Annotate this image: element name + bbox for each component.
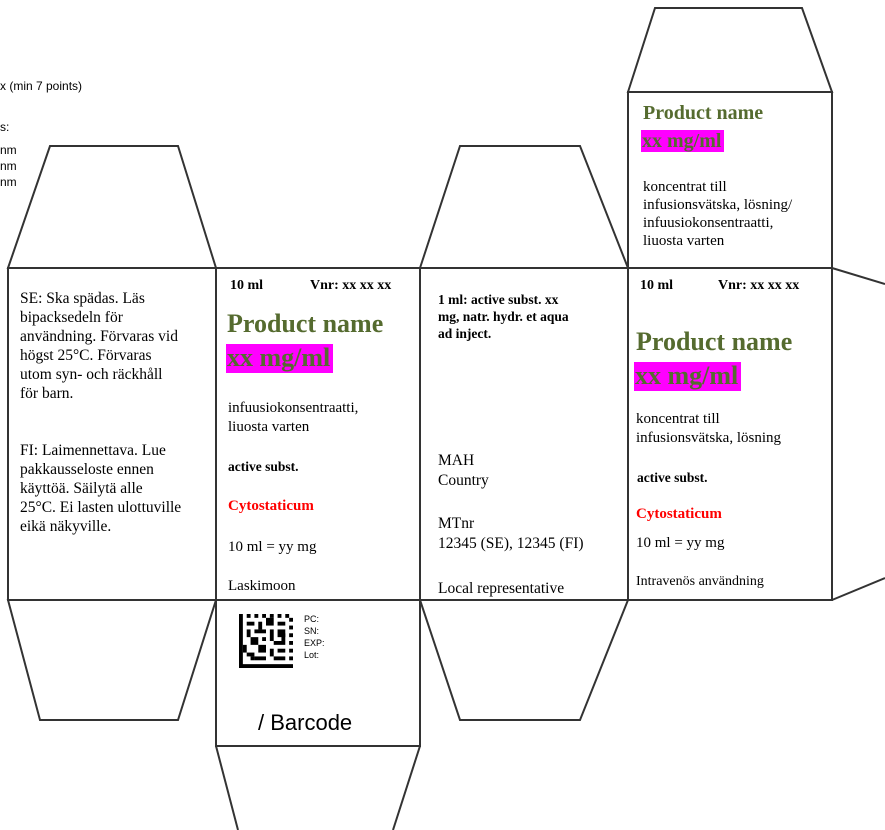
fi-route: Laskimoon bbox=[228, 578, 296, 594]
fi-vnr: Vnr: xx xx xx bbox=[310, 278, 392, 293]
se-cytostatic: Cytostaticum bbox=[636, 506, 722, 522]
fi-volume: 10 ml bbox=[230, 278, 264, 293]
spec-note-dimensions: s: bbox=[0, 120, 10, 134]
lot-label: Lot: bbox=[304, 650, 320, 660]
glue-flap bbox=[832, 268, 885, 284]
fi-form: infuusiokonsentraatti, liuosta varten bbox=[228, 400, 359, 435]
spec-note-dim-1: nm bbox=[0, 143, 17, 157]
barcode-label: / Barcode bbox=[258, 710, 353, 735]
se-strength: xx mg/ml bbox=[634, 362, 741, 391]
fi-strength: xx mg/ml bbox=[226, 344, 333, 373]
datamatrix-code bbox=[238, 614, 294, 668]
mtnr-label: MTnr bbox=[438, 515, 475, 532]
left-panel-se-text: SE: Ska spädas. Läs bipacksedeln för användning. Förvaras vid högst 25°C. Förvaras utom syn- och räckhåll för barn. bbox=[20, 290, 178, 402]
dust-flap-bottom-left bbox=[8, 600, 216, 720]
exp-label: EXP: bbox=[304, 638, 325, 648]
spec-note-font-size: x (min 7 points) bbox=[0, 79, 83, 93]
spec-note-dim-2: nm bbox=[0, 159, 17, 173]
se-dose: 10 ml = yy mg bbox=[636, 535, 725, 551]
top-flap-product-name: Product name bbox=[643, 102, 764, 124]
mtnr-value: 12345 (SE), 12345 (FI) bbox=[438, 535, 584, 552]
mah-info: MAH Country bbox=[438, 452, 489, 489]
top-flap-strength: xx mg/ml bbox=[641, 130, 724, 152]
composition-text: 1 ml: active subst. xx mg, natr. hydr. et aqua ad inject. bbox=[438, 292, 569, 341]
dust-flap-top-middle bbox=[420, 146, 628, 268]
top-flap-description: koncentrat till infusionsvätska, lösning/ infuusiokonsentraatti, liuosta varten bbox=[643, 179, 793, 249]
pc-label: PC: bbox=[304, 614, 320, 624]
fi-product-name: Product name bbox=[227, 309, 384, 338]
dust-flap-bottom-middle bbox=[420, 600, 628, 720]
fi-cytostatic: Cytostaticum bbox=[228, 498, 314, 514]
top-flap-tuck bbox=[628, 8, 832, 92]
spec-note-dim-3: nm bbox=[0, 175, 17, 189]
left-panel-fi-text: FI: Laimennettava. Lue pakkausseloste ennen käyttöä. Säilytä alle 25°C. Ei lasten ulottuville eikä näkyville. bbox=[20, 442, 182, 535]
se-active-subst: active subst. bbox=[637, 470, 708, 485]
fi-active-subst: active subst. bbox=[228, 459, 299, 474]
bottom-tuck-flap bbox=[216, 746, 238, 830]
dust-flap-top-left bbox=[8, 146, 216, 268]
se-volume: 10 ml bbox=[640, 278, 674, 293]
fi-dose: 10 ml = yy mg bbox=[228, 539, 317, 555]
se-product-name: Product name bbox=[636, 327, 793, 356]
se-route: Intravenös användning bbox=[636, 574, 764, 589]
se-vnr: Vnr: xx xx xx bbox=[718, 278, 800, 293]
local-representative: Local representative bbox=[438, 580, 565, 597]
sn-label: SN: bbox=[304, 626, 320, 636]
se-form: koncentrat till infusionsvätska, lösning bbox=[636, 411, 781, 446]
